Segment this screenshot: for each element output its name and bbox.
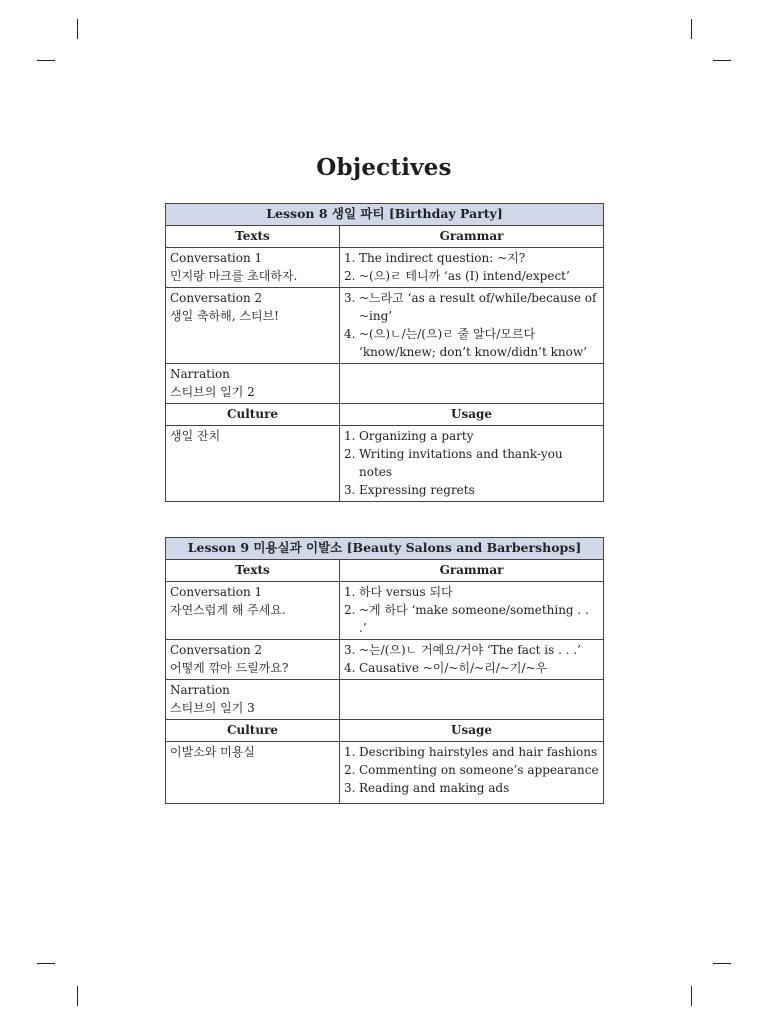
list-item [344, 659, 599, 677]
usage-header: Usage [340, 720, 604, 742]
list-item [344, 743, 599, 761]
table-row [166, 680, 604, 720]
grammar-cell [340, 364, 604, 404]
lesson-heading: Lesson 9 미용실과 이발소 [Beauty Salons and Barbershops] [166, 538, 604, 560]
usage-cell [340, 426, 604, 502]
item-number: 4. [344, 661, 356, 675]
item-text: Expressing regrets [359, 483, 475, 497]
lesson-heading: Lesson 8 생일 파티 [Birthday Party] [166, 204, 604, 226]
crop-mark-bottom-left-h [37, 963, 55, 964]
item-number: 1. [344, 251, 356, 265]
lesson-table-8 [165, 203, 604, 502]
list-item [344, 583, 599, 601]
table-row [166, 640, 604, 680]
grammar-cell [340, 582, 604, 640]
item-text: Reading and making ads [359, 781, 510, 795]
culture-cell: 이발소와 미용실 [166, 742, 340, 804]
grammar-header: Grammar [340, 226, 604, 248]
crop-mark-bottom-left [77, 986, 78, 1006]
item-number: 2. [344, 447, 356, 461]
table-row [166, 582, 604, 640]
culture-header: Culture [166, 720, 340, 742]
item-number: 3. [344, 643, 356, 657]
table-row [166, 288, 604, 364]
lesson-table-9 [165, 537, 604, 804]
list-item [344, 641, 599, 659]
page-title: Objectives [316, 154, 452, 181]
culture-header: Culture [166, 404, 340, 426]
item-text: ~는/(으)ㄴ 거예요/거야 ‘The fact is . . .’ [359, 643, 581, 657]
text-korean: 스티브의 일기 3 [170, 701, 255, 715]
text-cell [166, 680, 340, 720]
grammar-header: Grammar [340, 560, 604, 582]
text-title: Conversation 2 [170, 291, 263, 305]
list-item [344, 325, 599, 361]
list-item [344, 289, 599, 325]
text-title: Conversation 1 [170, 251, 263, 265]
grammar-cell [340, 248, 604, 288]
item-text: ~느라고 ‘as a result of/while/because of ~ing’ [359, 291, 597, 323]
usage-header: Usage [340, 404, 604, 426]
crop-mark-bottom-right-h [713, 963, 731, 964]
item-number: 3. [344, 291, 356, 305]
item-number: 2. [344, 269, 356, 283]
text-korean: 민지랑 마크를 초대하자. [170, 269, 298, 283]
list-item [344, 761, 599, 779]
item-text: The indirect question: ~지? [359, 251, 526, 265]
list-item [344, 779, 599, 797]
text-title: Conversation 1 [170, 585, 263, 599]
item-number: 1. [344, 429, 356, 443]
text-title: Narration [170, 683, 230, 697]
text-korean: 어떻게 깎아 드릴까요? [170, 661, 289, 675]
item-text: 하다 versus 되다 [359, 585, 453, 599]
item-number: 2. [344, 763, 356, 777]
text-korean: 생일 축하해, 스티브! [170, 309, 280, 323]
item-number: 1. [344, 745, 356, 759]
texts-header: Texts [166, 560, 340, 582]
item-number: 2. [344, 603, 356, 617]
text-cell [166, 640, 340, 680]
list-item [344, 267, 599, 285]
crop-mark-top-right [691, 19, 692, 39]
item-text: Organizing a party [359, 429, 474, 443]
item-text: Writing invitations and thank-you notes [359, 447, 563, 479]
list-item [344, 481, 599, 499]
item-text: ~(으)ㄹ 테니까 ‘as (I) intend/expect’ [359, 269, 570, 283]
text-korean: 자연스럽게 해 주세요. [170, 603, 286, 617]
text-cell [166, 248, 340, 288]
list-item [344, 427, 599, 445]
text-title: Narration [170, 367, 230, 381]
culture-cell: 생일 잔치 [166, 426, 340, 502]
table-row [166, 426, 604, 502]
text-korean: 스티브의 일기 2 [170, 385, 255, 399]
text-title: Conversation 2 [170, 643, 263, 657]
item-text: Describing hairstyles and hair fashions [359, 745, 598, 759]
list-item [344, 445, 599, 481]
item-number: 3. [344, 483, 356, 497]
item-text: Causative ~이/~히/~리/~기/~우 [359, 661, 548, 675]
text-cell [166, 364, 340, 404]
item-text: Commenting on someone’s appearance [359, 763, 599, 777]
item-number: 1. [344, 585, 356, 599]
list-item [344, 601, 599, 637]
item-text: ~게 하다 ‘make someone/something . . .’ [359, 603, 589, 635]
crop-mark-bottom-right [691, 986, 692, 1006]
grammar-cell [340, 680, 604, 720]
item-number: 3. [344, 781, 356, 795]
table-row [166, 742, 604, 804]
text-cell [166, 288, 340, 364]
texts-header: Texts [166, 226, 340, 248]
list-item [344, 249, 599, 267]
crop-mark-top-left-h [37, 60, 55, 61]
item-number: 4. [344, 327, 356, 341]
item-text: ~(으)ㄴ/는/(으)ㄹ 줄 알다/모르다 ‘know/knew; don’t know/didn’t know’ [359, 327, 587, 359]
crop-mark-top-left [77, 19, 78, 39]
grammar-cell [340, 288, 604, 364]
usage-cell [340, 742, 604, 804]
table-row [166, 364, 604, 404]
table-row [166, 248, 604, 288]
grammar-cell [340, 640, 604, 680]
crop-mark-top-right-h [713, 60, 731, 61]
text-cell [166, 582, 340, 640]
